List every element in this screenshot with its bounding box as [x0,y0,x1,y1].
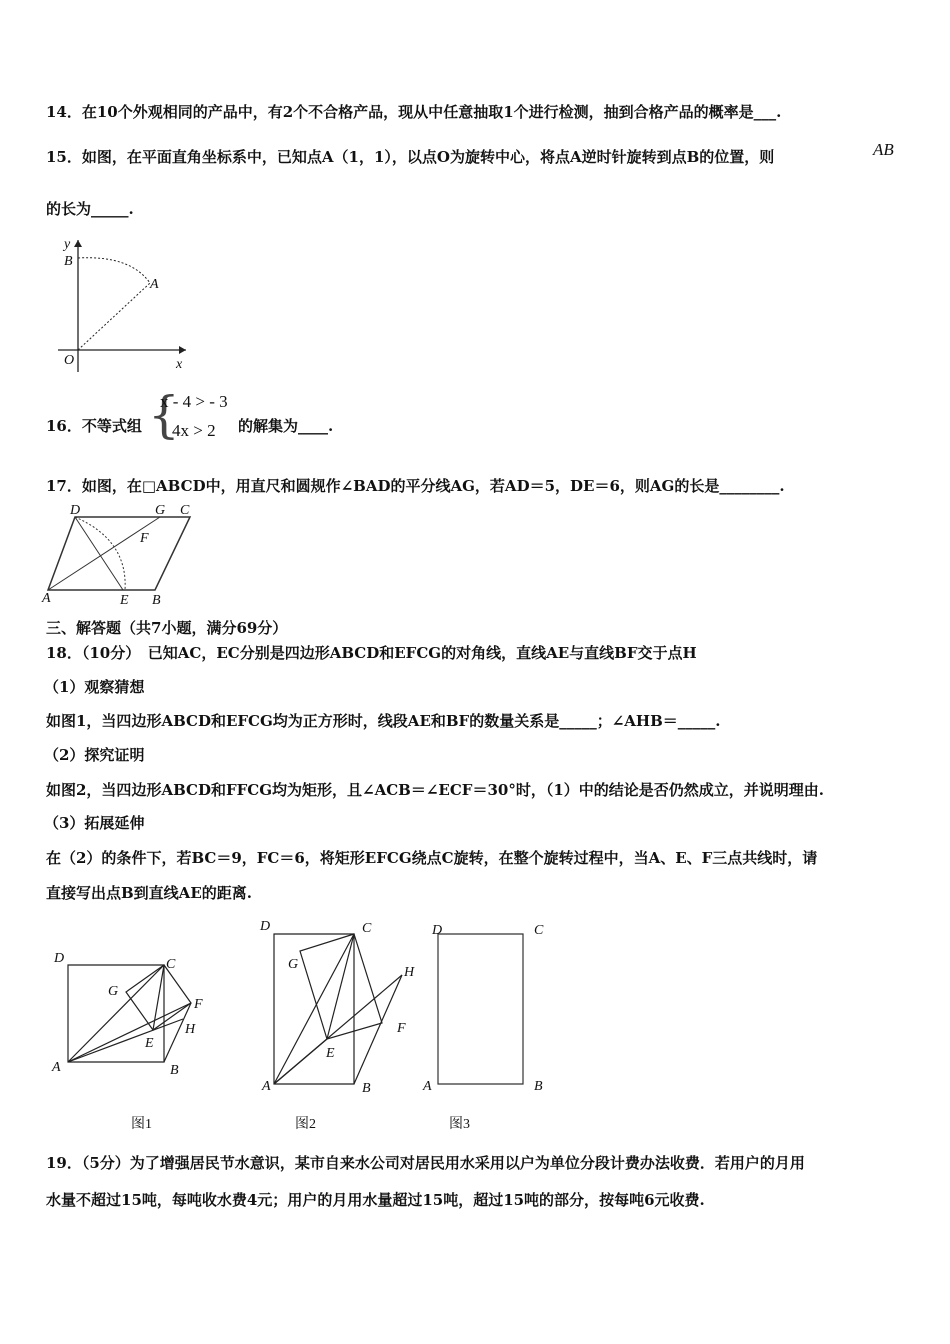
question-18-intro: 18．（10分） 已知AC，EC分别是四边形ABCD和EFCG的对角线，直线AE与直线BF交于点H [46,644,697,662]
figure-label: A [42,591,51,606]
figure-label: C [166,957,176,972]
figure-label: D [260,919,271,934]
figure-label: B [152,593,161,608]
figure-label: E [120,593,129,608]
q18-part3-text2: 直接写出点B到直线AE的距离. [46,884,252,902]
figure-label: E [326,1046,335,1061]
arc-ab-label: AB [873,140,894,159]
figure-label: G [108,984,119,999]
q18-part3-title: （3）拓展延伸 [44,814,145,832]
figure-label: B [170,1063,179,1078]
label-o: O [64,353,75,368]
figure-label: A [262,1079,271,1094]
figure-label: E [145,1036,154,1051]
question-19-line2: 水量不超过15吨，每吨收水费4元；用户的月用水量超过15吨，超过15吨的部分，按每吨6元收费. [46,1191,705,1209]
label-y: y [64,237,71,252]
figure-label: B [362,1081,371,1096]
figure-label: D [432,923,443,938]
figure-label: C [362,921,372,936]
figure-label: D [70,503,81,518]
question-17: 17．如图，在□ABCD中，用直尺和圆规作∠BAD的平分线AG，若AD＝5，DE＝6，则AG的长是________. [46,477,785,495]
figure-label: C [534,923,544,938]
question-14: 14．在10个外观相同的产品中，有2个不合格产品，现从中任意抽取1个进行检测，抽到合格产品的概率是___. [46,103,782,121]
inequality-1: x - 4 > - 3 [160,392,228,411]
figure-label: F [194,997,203,1012]
question-15-cont: 的长为_____. [46,200,134,218]
label-x: x [176,357,183,372]
question-16-prefix: 16．不等式组 [46,417,142,435]
figure-label: F [140,531,149,546]
q18-part3-text1: 在（2）的条件下，若BC＝9，FC＝6，将矩形EFCG绕点C旋转，在整个旋转过程中，当A、E、F三点共线时，请 [46,849,818,867]
figure-label: H [185,1022,196,1037]
caption-figure-1: 图1 [131,1117,152,1132]
brace: { [148,386,180,444]
q18-part2-text: 如图2，当四边形ABCD和FFCG均为矩形，且∠ACB＝∠ECF＝30°时，（1）中的结论是否仍然成立，并说明理由. [46,781,824,799]
question-19-line1: 19．（5分）为了增强居民节水意识，某市自来水公司对居民用水采用以户为单位分段计费办法收费．若用户的月用 [46,1154,805,1172]
figure-label: H [404,965,415,980]
q18-part1-title: （1）观察猜想 [44,678,145,696]
q18-part2-title: （2）探究证明 [44,746,145,764]
figure-label: C [180,503,190,518]
figure-label: G [288,957,299,972]
caption-figure-2: 图2 [295,1117,316,1132]
figure-label: A [52,1060,61,1075]
inequality-2: 4x > 2 [172,421,216,440]
question-15: 15．如图，在平面直角坐标系中，已知点A（1，1），以点O为旋转中心，将点A逆时针旋转到点B的位置，则 [46,148,775,166]
figure-label: G [155,503,166,518]
label-a: A [150,277,159,292]
section-3-heading: 三、解答题（共7小题，满分69分） [46,619,288,637]
figure-label: B [534,1079,543,1094]
figure-label: D [54,951,65,966]
label-b: B [64,254,73,269]
figure-label: F [397,1021,406,1036]
caption-figure-3: 图3 [449,1117,470,1132]
question-16-suffix: 的解集为____. [238,417,334,435]
q18-part1-text: 如图1，当四边形ABCD和EFCG均为正方形时，线段AE和BF的数量关系是_____；∠AHB＝_____. [46,712,721,730]
figure-label: A [423,1079,432,1094]
